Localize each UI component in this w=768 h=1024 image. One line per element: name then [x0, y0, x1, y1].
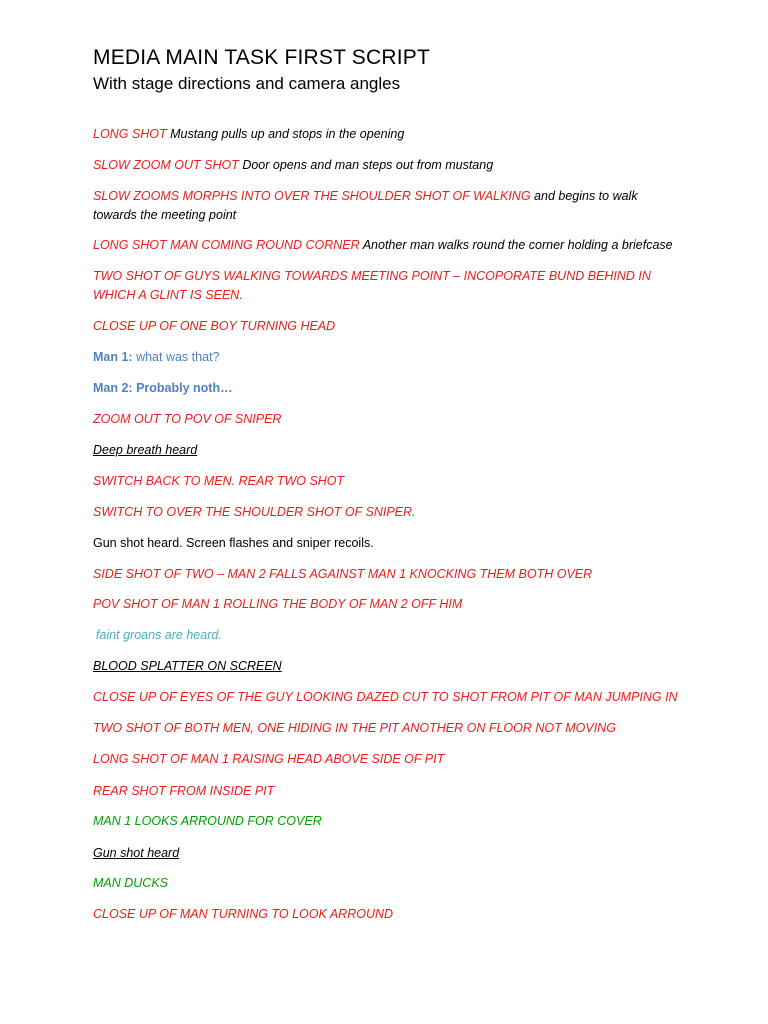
speaker-label: Man 2: [93, 381, 133, 395]
page-title: MEDIA MAIN TASK FIRST SCRIPT [93, 46, 430, 69]
script-line [93, 905, 683, 924]
action-text: Mustang pulls up and stops in the opening [166, 127, 405, 141]
script-line [93, 565, 683, 584]
sound-cue [93, 844, 683, 863]
script-line [93, 503, 683, 522]
shot-direction: LONG SHOT OF MAN 1 RAISING HEAD ABOVE SIDE OF PIT [93, 752, 445, 766]
script-line [93, 267, 683, 305]
shot-direction: CLOSE UP OF EYES OF THE GUY LOOKING DAZED CUT TO SHOT FROM PIT OF MAN JUMPING IN [93, 690, 678, 704]
shot-direction: TWO SHOT OF GUYS WALKING TOWARDS MEETING POINT – INCOPORATE BUND BEHIND IN WHICH A GLINT IS SEEN. [93, 269, 651, 302]
script-line [93, 782, 683, 801]
shot-direction: TWO SHOT OF BOTH MEN, ONE HIDING IN THE PIT ANOTHER ON FLOOR NOT MOVING [93, 721, 616, 735]
dialogue-line [93, 348, 683, 367]
action-text: Another man walks round the corner holding a briefcase [359, 238, 673, 252]
script-line [93, 595, 683, 614]
sound-cue [93, 626, 686, 645]
shot-direction: SWITCH TO OVER THE SHOULDER SHOT OF SNIPER. [93, 505, 416, 519]
page-subtitle: With stage directions and camera angles [93, 74, 401, 93]
shot-direction: LONG SHOT [93, 127, 167, 141]
script-line [93, 750, 683, 769]
shot-direction: CLOSE UP OF ONE BOY TURNING HEAD [93, 319, 336, 333]
dialogue-line [93, 379, 683, 398]
script-line [93, 719, 683, 738]
script-line [93, 317, 683, 336]
effect-line [93, 657, 683, 676]
shot-direction: SLOW ZOOMS MORPHS INTO OVER THE SHOULDER SHOT OF WALKING [93, 189, 531, 203]
sound-text: Deep breath heard [93, 443, 198, 457]
sound-cue [93, 441, 683, 460]
action-text: MAN 1 LOOKS ARROUND FOR COVER [93, 814, 322, 828]
script-line [93, 236, 683, 255]
script-line [93, 472, 683, 491]
dialogue-text: what was that? [132, 350, 220, 364]
action-text: MAN DUCKS [93, 876, 169, 890]
shot-direction: SWITCH BACK TO MEN. REAR TWO SHOT [93, 474, 345, 488]
effect-text: BLOOD SPLATTER ON SCREEN [93, 659, 282, 673]
action-line [93, 812, 683, 831]
shot-direction: REAR SHOT FROM INSIDE PIT [93, 784, 275, 798]
shot-direction: LONG SHOT MAN COMING ROUND CORNER [93, 238, 360, 252]
script-line [93, 410, 683, 429]
script-line [93, 688, 683, 707]
shot-direction: SIDE SHOT OF TWO – MAN 2 FALLS AGAINST MAN 1 KNOCKING THEM BOTH OVER [93, 567, 593, 581]
script-line [93, 156, 683, 175]
shot-direction: SLOW ZOOM OUT SHOT [93, 158, 239, 172]
sound-text: faint groans are heard. [96, 628, 222, 642]
action-line [93, 534, 683, 553]
dialogue-text: Probably noth… [132, 381, 233, 395]
script-line [93, 187, 683, 225]
action-text: Gun shot heard. Screen flashes and sniper recoils. [93, 536, 374, 550]
shot-direction: ZOOM OUT TO POV OF SNIPER [93, 412, 282, 426]
shot-direction: CLOSE UP OF MAN TURNING TO LOOK ARROUND [93, 907, 394, 921]
sound-text: Gun shot heard [93, 846, 180, 860]
action-text: and begins to walk towards the meeting point [93, 189, 638, 222]
script-line [93, 125, 683, 144]
action-line [93, 874, 683, 893]
shot-direction: POV SHOT OF MAN 1 ROLLING THE BODY OF MAN 2 OFF HIM [93, 597, 463, 611]
speaker-label: Man 1: [93, 350, 133, 364]
action-text: Door opens and man steps out from mustang [238, 158, 494, 172]
